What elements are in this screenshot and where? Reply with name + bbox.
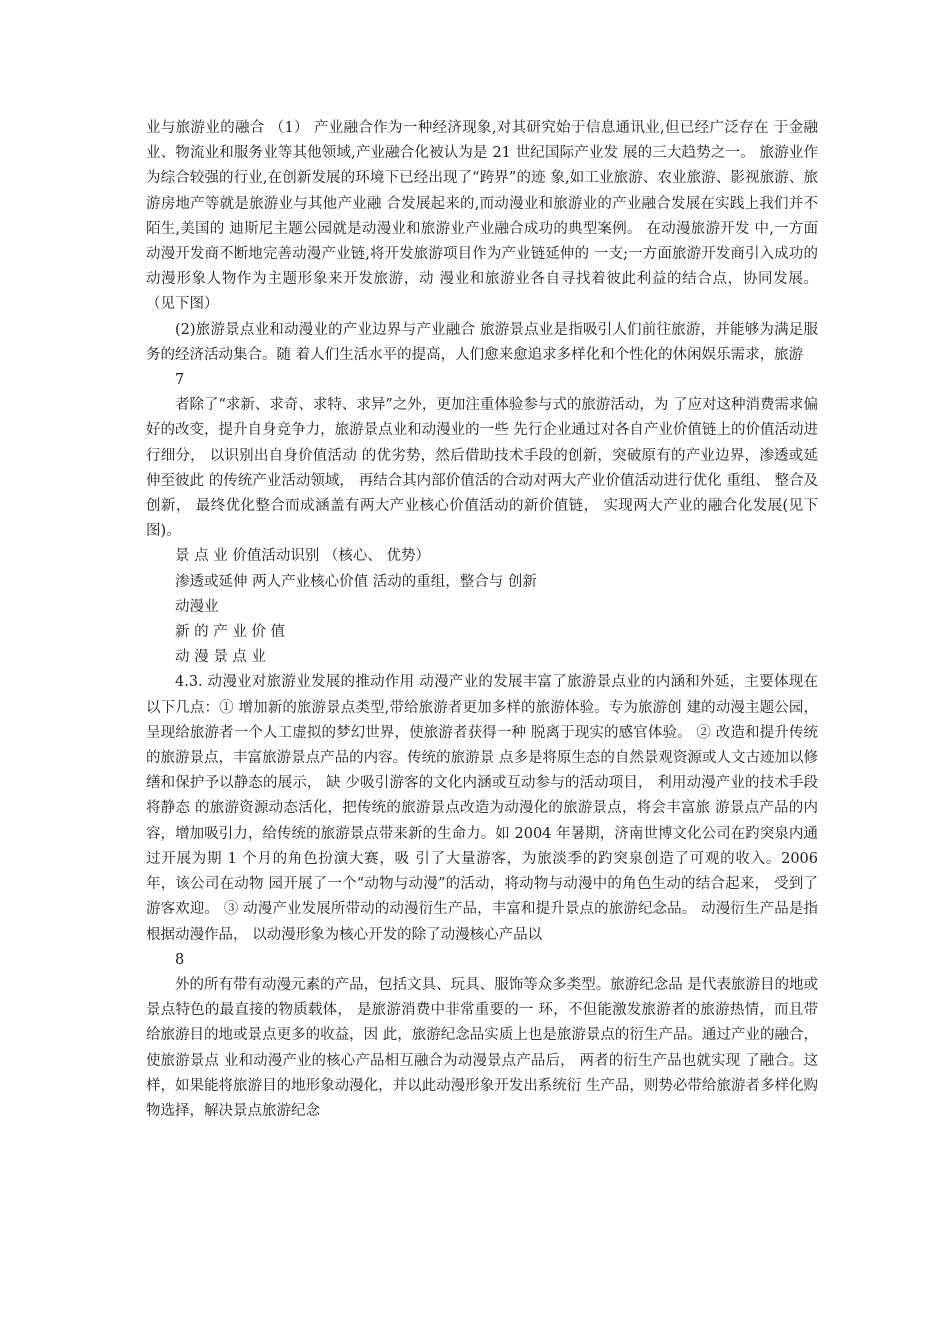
diagram-label-penetration: 渗透或延伸 两人产业核心价值 活动的重组，整合与 创新 xyxy=(175,573,537,590)
paragraph-derivative-products: 外的所有带有动漫元素的产品，包括文具、玩具、服饰等众多类型。旅游纪念品 是代表旅游目的地或景点特色的最直接的物质载体， 是旅游消费中非常重要的一 环，不但能激发旅游者的旅游热情，而且带给旅游目的地或景点更多的收益，因 此，旅游纪念品实质上也是旅游景点的衍生产品。通过产业的融合，使旅游景点 业和动漫产业的核心产品相互融合为动漫景点产品后， 两者的衍生产品也就实现 了融合。这样，如果能将旅游目的地形象动漫化，并以此动漫形象开发出系统衍 生产品，则势必带给旅游者多样化购物选择，解决景点旅游纪念 xyxy=(146,976,818,1119)
diagram-label-animation-industry: 动漫业 xyxy=(175,598,219,615)
document-page xyxy=(146,116,818,1124)
diagram-label-scenic-industry: 景 点 业 价值活动识别 （核心、 优势） xyxy=(175,548,431,565)
diagram-label-animation-scenic: 动 漫 景 点 业 xyxy=(175,649,266,666)
page-number-8: 8 xyxy=(175,951,185,968)
paragraph-section-4-3: 4.3. 动漫业对旅游业发展的推动作用 动漫产业的发展丰富了旅游景点业的内涵和外延，主要体现在以下几点：① 增加新的旅游景点类型,带给旅游者更加多样的旅游体验。专为旅游创 建的动漫主题公园，呈现给旅游者一个人工虚拟的梦幻世界，使旅游者获得一种 脱离于现实的感官体验。 ② 改造和提升传统的旅游景点，丰富旅游景点产品的内容。传统的旅游景 点多是将原生态的自然景观资源或人文古迹加以修缮和保护予以静态的展示， 缺 少吸引游客的文化内涵或互动参与的活动项目， 利用动漫产业的技术手段将静态 的旅游资源动态活化，把传统的旅游景点改造为动漫化的旅游景点，将会丰富旅 游景点产品的内容，增加吸引力，给传统的旅游景点带来新的生命力。如 2004 年暑期，济南世博文化公司在趵突泉内通过开展为期 1 个月的角色扮演大赛，吸 引了大量游客，为旅淡季的趵突泉创造了可观的收入。2006 年，该公司在动物 园开展了一个“动物与动漫”的活动，将动物与动漫中的角色生动的结合起来， 受到了游客欢迎。 ③ 动漫产业发展所带动的动漫衍生产品，丰富和提升景点的旅游纪念品。 动漫衍生产品是指根据动漫作品， 以动漫形象为核心开发的除了动漫核心产品以 xyxy=(146,674,818,943)
paragraph-industry-convergence: 业与旅游业的融合 （1） 产业融合作为一种经济现象,对其研究始于信息通讯业,但已经广泛存在 于金融业、物流业和服务业等其他领域,产业融合化被认为是 21 世纪国际产业发 展的三大趋势之一。 旅游业作为综合较强的行业,在创新发展的环境下已经出现了“跨界”的迹 象,如工业旅游、农业旅游、影视旅游、旅游房地产等就是旅游业与其他产业融 合发展起来的,而动漫业和旅游业的产业融合发展在实践上我们并不陌生,美国的 迪斯尼主题公园就是动漫业和旅游业产业融合成功的典型案例。 在动漫旅游开发 中,一方面动漫开发商不断地完善动漫产业链,将开发旅游项目作为产业链延伸的 一支;一方面旅游开发商引入成功的动漫形象人物作为主题形象来开发旅游，动 漫业和旅游业各自寻找着彼此利益的结合点，协同发展。 （见下图） xyxy=(146,120,818,313)
paragraph-scenic-animation-boundary: (2)旅游景点业和动漫业的产业边界与产业融合 旅游景点业是指吸引人们前往旅游，并能够为满足服务的经济活动集合。随 着人们生活水平的提高，人们愈来愈追求多样化和个性化的休闲娱乐需求，旅游 xyxy=(146,321,818,363)
page-number-7: 7 xyxy=(175,372,185,389)
paragraph-value-chain: 者除了“求新、求奇、求特、求异”之外，更加注重体验参与式的旅游活动，为 了应对这种消费需求偏好的改变，提升自身竞争力，旅游景点业和动漫业的一些 先行企业通过对各自产业价值链上的价值活动进行细分， 以识别出自身价值活动 的优劣势，然后借助技术手段的创新，突破原有的产业边界，渗透或延伸至彼此 的传统产业活动领域， 再结合其内部价值活的合动对两大产业价值活动进行优化 重组、 整合及创新， 最终优化整合而成涵盖有两大产业核心价值活动的新价值链， 实现两大产业的融合化发展(见下图)。 xyxy=(146,397,818,540)
diagram-label-new-value: 新 的 产 业 价 值 xyxy=(175,624,286,641)
